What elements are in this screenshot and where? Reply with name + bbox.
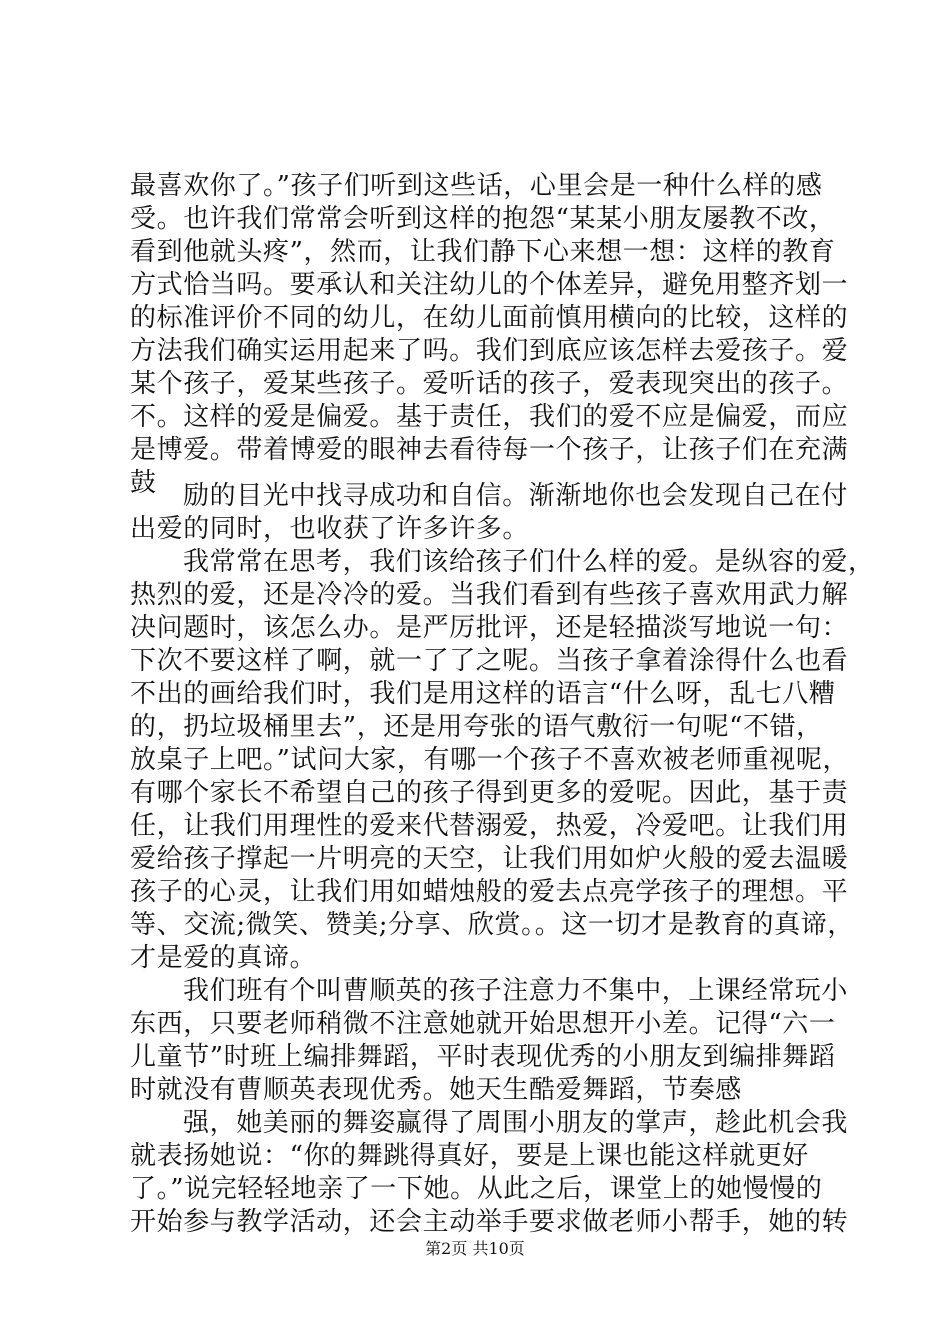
text-line: 方法我们确实运用起来了吗。我们到底应该怎样去爱孩子。爱 <box>130 336 849 366</box>
text-line: 放桌子上吧。”试问大家，有哪一个孩子不喜欢被老师重视呢， <box>130 745 850 775</box>
page-number-footer: 第2页 共10页 <box>425 1239 525 1258</box>
text-line: 东西，只要老师稍微不注意她就开始思想开小差。记得“六一 <box>130 1009 836 1039</box>
text-line: 开始参与教学活动，还会主动举手要求做老师小帮手，她的转 <box>130 1207 849 1237</box>
text-line: 孩子的心灵，让我们用如蜡烛般的爱去点亮学孩子的理想。平 <box>130 877 849 907</box>
paragraph-start-line: 励的目光中找寻成功和自信。渐渐地你也会发现自己在付 <box>183 481 849 511</box>
text-line: 热烈的爱，还是冷冷的爱。当我们看到有些孩子喜欢用武力解 <box>130 580 849 610</box>
text-line: 等、交流;微笑、赞美;分享、欣赏。。这一切才是教育的真谛， <box>130 910 854 940</box>
text-line: 的标准评价不同的幼儿，在幼儿面前慎用横向的比较，这样的 <box>130 303 849 333</box>
text-line: 时就没有曹顺英表现优秀。她天生酷爱舞蹈，节奏感 <box>130 1075 742 1105</box>
text-line: 是博爱。带着博爱的眼神去看待每一个孩子，让孩子们在充满 <box>130 435 849 465</box>
text-line: 任，让我们用理性的爱来代替溺爱，热爱，冷爱吧。让我们用 <box>130 811 849 841</box>
text-line: 最喜欢你了。”孩子们听到这些话，心里会是一种什么样的感 <box>130 171 823 201</box>
text-line: 不出的画给我们时，我们是用这样的语言“什么呀，乱七八糟 <box>130 679 836 709</box>
paragraph-start-line: 我常常在思考，我们该给孩子们什么样的爱。是纵容的爱， <box>183 547 875 577</box>
text-line: 出爱的同时，也收获了许多许多。 <box>130 514 530 544</box>
text-line: 鼓 <box>130 468 157 498</box>
text-line: 的，扔垃圾桶里去”，还是用夸张的语气敷衍一句呢“不错， <box>130 712 823 742</box>
text-line: 不。这样的爱是偏爱。基于责任，我们的爱不应是偏爱，而应 <box>130 402 849 432</box>
text-line: 了。”说完轻轻地亲了一下她。从此之后，课堂上的她慢慢的 <box>130 1174 823 1204</box>
text-line: 有哪个家长不希望自己的孩子得到更多的爱呢。因此，基于责 <box>130 778 849 808</box>
paragraph-start-line: 我们班有个叫曹顺英的孩子注意力不集中，上课经常玩小 <box>183 976 849 1006</box>
text-line: 看到他就头疼”，然而，让我们静下心来想一想：这样的教育 <box>130 237 836 267</box>
text-line: 决问题时，该怎么办。是严厉批评，还是轻描淡写地说一句： <box>130 613 849 643</box>
text-line: 下次不要这样了啊，就一了了之呢。当孩子拿着涂得什么也看 <box>130 646 849 676</box>
paragraph-start-line: 强，她美丽的舞姿赢得了周围小朋友的掌声，趁此机会我 <box>183 1108 849 1138</box>
text-line: 爱给孩子撑起一片明亮的天空，让我们用如炉火般的爱去温暖 <box>130 844 849 874</box>
text-line: 某个孩子，爱某些孩子。爱听话的孩子，爱表现突出的孩子。 <box>130 369 849 399</box>
text-line: 方式恰当吗。要承认和关注幼儿的个体差异，避免用整齐划一 <box>130 270 849 300</box>
text-line: 才是爱的真谛。 <box>130 943 317 973</box>
text-line: 儿童节”时班上编排舞蹈，平时表现优秀的小朋友到编排舞蹈 <box>130 1042 836 1072</box>
text-line: 就表扬她说：“你的舞跳得真好，要是上课也能这样就更好 <box>130 1141 809 1171</box>
text-line: 受。也许我们常常会听到这样的抱怨“某某小朋友屡教不改， <box>130 204 836 234</box>
